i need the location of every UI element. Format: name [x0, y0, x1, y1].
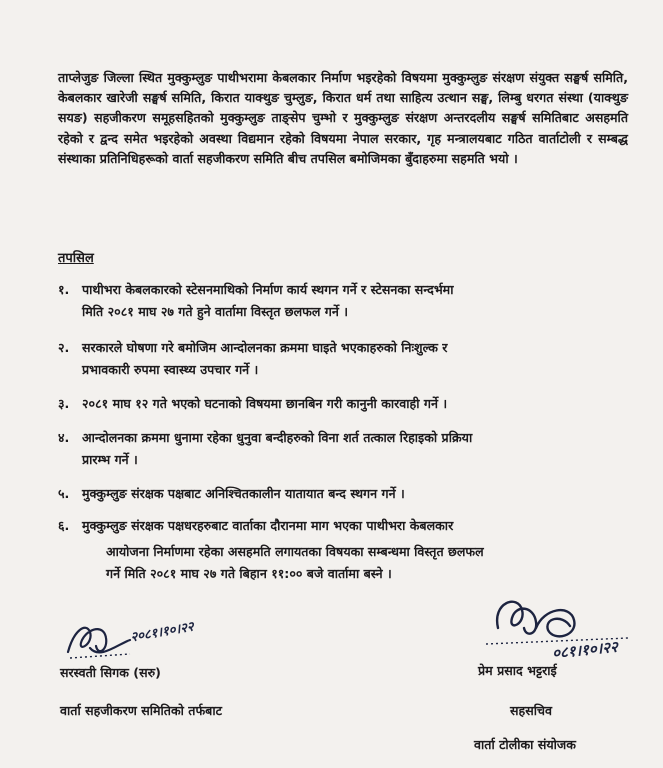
right-signer-role: वार्ता टोलीका संयोजक — [474, 737, 576, 752]
item-line: पाथीभरा केबलकारको स्टेसनमाथिको निर्माण कार्य स्थगन गर्ने र स्टेसनका सन्दर्भमा — [82, 282, 454, 297]
list-item — [58, 280, 638, 324]
list-item — [58, 338, 638, 382]
item-line: प्रारम्भ गर्ने । — [82, 452, 138, 467]
item-line: २०८१ माघ १२ गते भएको घटनाको विषयमा छानबिन गरी कानुनी कारवाही गर्ने । — [82, 396, 448, 411]
left-signer-name: सरस्वती सिगक (सरु) — [60, 665, 161, 680]
intro-paragraph: ताप्लेजुङ जिल्ला स्थित मुक्कुम्लुङ पाथीभरामा केबलकार निर्माण भइरहेको विषयमा मुक्कुम्लुङ संरक्षण संयुक्त सङ्घर्ष समिति, केबलकार खारेजी सङ्घर्ष समिति, किरात याक्थुङ चुम्लुङ, किरात धर्म तथा साहित्य उत्थान सङ्घ, लिम्बु धरगत संस्था (याक्थुङ सयङ) सहजीकरण समूहसहितको मुक्कुम्लुङ ताङ्सेप चुम्भो र मुक्कुम्लुङ संरक्षण अन्तरदलीय सङ्घर्ष समितिबाट असहमति रहेको र द्वन्द समेत भइरहेको अवस्था विद्यमान रहेको विषयमा नेपाल सरकार, गृह मन्त्रालयबाट गठित वार्ताटोली र सम्बद्ध संस्थाका प्रतिनिधिहरूको वार्ता सहजीकरण समिति बीच तपसिल बमोजिमका बुँदाहरुमा सहमति भयो । — [58, 70, 628, 166]
item-number: ५. — [58, 486, 70, 501]
item-line: आयोजना निर्माणमा रहेका असहमति लगायतका विषयका सम्बन्धमा विस्तृत छलफल — [106, 544, 484, 559]
item-number: ६. — [58, 518, 70, 533]
right-signer-title: सहसचिव — [510, 703, 552, 718]
item-line: मुक्कुम्लुङ संरक्षक पक्षधरहरुबाट वार्ताका दौरानमा माग भएका पाथीभरा केबलकार — [82, 518, 454, 533]
list-item — [58, 484, 638, 506]
item-number: ४. — [58, 430, 70, 445]
item-line: गर्ने मिति २०८१ माघ २७ गते बिहान ११:०० बजे वार्तामा बस्ने । — [106, 566, 392, 581]
item-line: मुक्कुम्लुङ संरक्षक पक्षबाट अनिश्चितकालीन यातायात बन्द स्थगन गर्ने । — [82, 486, 405, 501]
right-handwritten-date: ०८१।१०।२२ — [551, 637, 619, 663]
left-signer-role: वार्ता सहजीकरण समितिको तर्फबाट — [60, 703, 222, 718]
list-item — [58, 428, 638, 472]
left-handwritten-date: २०८१।१०।२२ — [129, 619, 196, 646]
section-heading: तपसिल — [58, 251, 94, 266]
item-number: ३. — [58, 396, 70, 411]
list-item — [58, 516, 638, 586]
item-line: आन्दोलनका क्रममा धुनामा रहेका धुनुवा बन्दीहरुको विना शर्त तत्काल रिहाइको प्रक्रिया — [82, 430, 473, 445]
item-number: २. — [58, 340, 70, 355]
item-line: प्रभावकारी रुपमा स्वास्थ्य उपचार गर्ने । — [82, 362, 259, 377]
item-line: सरकारले घोषणा गरे बमोजिम आन्दोलनका क्रममा घाइते भएकाहरुको निःशुल्क र — [82, 340, 448, 355]
list-item — [58, 394, 638, 416]
right-signer-name: प्रेम प्रसाद भट्टराई — [478, 663, 557, 678]
item-number: १. — [58, 282, 70, 297]
item-line: मिति २०८१ माघ २७ गते हुने वार्तामा विस्तृत छलफल गर्ने । — [82, 304, 349, 319]
